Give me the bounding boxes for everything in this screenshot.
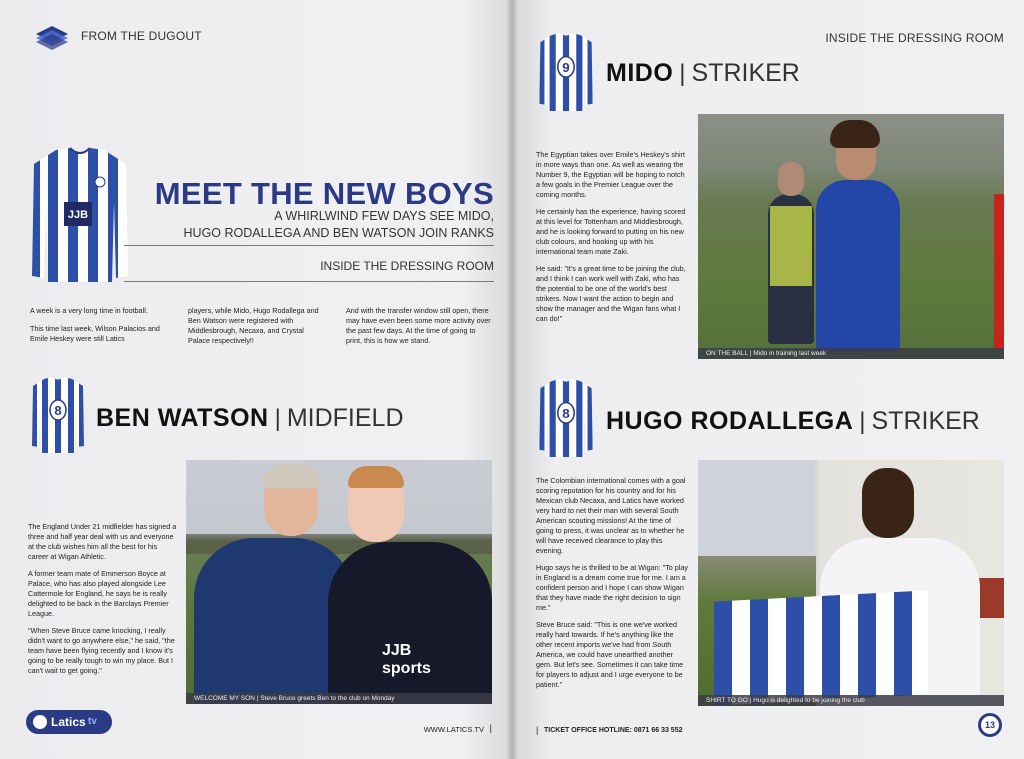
paragraph: Hugo says he is thrilled to be at Wigan: "To play in England is a dream come true for me. I am a confident person and I hope I can show Wigan that they have made the right decision to sign me." (536, 563, 688, 612)
separator: | (274, 405, 281, 432)
intro-text: This time last week, Wilson Palacios and Emile Heskey were still Latics (30, 324, 160, 343)
player-name: MIDO (606, 59, 674, 87)
intro-column-1 (30, 306, 172, 344)
person-jacket (328, 542, 492, 704)
photo-caption: SHIRT TO GO | Hugo is delighted to be joining the club (698, 695, 1004, 706)
shirt-number: 9 (562, 60, 570, 75)
section-header: INSIDE THE DRESSING ROOM (825, 31, 1004, 45)
paragraph: "When Steve Bruce came knocking, I really didn't want to go anywhere else," he said, "the team have been flying recently and I know it's going to be really tough to win my place. But I can't wait to get going." (28, 626, 175, 675)
latics-tv-logo[interactable] (26, 710, 112, 734)
jersey-icon (32, 146, 128, 284)
training-pole (994, 194, 1004, 349)
separator: | (859, 408, 866, 435)
player-article (536, 476, 688, 697)
person-hair (348, 466, 404, 488)
page-title: MEET THE NEW BOYS (154, 176, 494, 211)
jersey-sponsor: JJB (67, 209, 89, 221)
player-name: HUGO RODALLEGA (606, 407, 854, 435)
door-frame (976, 578, 1004, 618)
player-heading (96, 404, 404, 433)
brand-suffix: tv (88, 716, 97, 727)
player-heading (606, 59, 800, 88)
photo-ben-watson (186, 460, 492, 704)
person-hair (830, 120, 880, 148)
paragraph: The England Under 21 midfielder has signed a three and half year deal with us and everyone at the club wishes him all the best for his career at Wigan Athletic. (28, 522, 177, 561)
person-face (862, 468, 914, 538)
jersey-icon (32, 376, 84, 454)
divider (124, 281, 494, 282)
paragraph: The Colombian international comes with a goal scoring reputation for his country and for his Mexican club Necaxa, and Latics have worked very hard to net their man with several South American scouting missions! At the time of going to press, it was unclear as to whether he will have received clearance to play this evening. (536, 476, 686, 555)
player-position: STRIKER (871, 407, 980, 435)
photo-hugo (698, 460, 1004, 706)
page-number: 13 (978, 713, 1002, 737)
person-hair (262, 464, 320, 488)
section-header: FROM THE DUGOUT (81, 29, 202, 43)
brand-name: Latics (51, 715, 86, 729)
photo-caption: ON THE BALL | Mido in training last week (698, 348, 1004, 359)
paragraph: He said: "It's a great time to be joining the club, and I think I can work well with Zaki, who has the potential to be one of the world's best strikers. Now I want the action to begin and show the manager and the Wigan fans what I can do!" (536, 264, 686, 323)
right-page (512, 0, 1024, 759)
paragraph: The Egyptian takes over Emile's Heskey's shirt in more ways than one. As well as wearing the Number 9, the Egyptian will be hoping to notch a few goals in the Premier League over the coming months. (536, 150, 685, 199)
intro-text: A week is a very long time in football. (30, 306, 148, 315)
jersey-icon (538, 32, 594, 112)
footer-separator: | (536, 725, 539, 735)
training-bib (770, 206, 812, 286)
person-face (778, 162, 804, 196)
intro-column-3: And with the transfer window still open, there may have even been some more activity over the past few days. At the time of going to print, this is how we stand. (346, 306, 491, 345)
subtitle-line-1: A WHIRLWIND FEW DAYS SEE MIDO, (274, 209, 494, 223)
player-heading (606, 407, 980, 436)
player-shirt (816, 180, 900, 352)
player-name: BEN WATSON (96, 404, 269, 432)
paragraph: Steve Bruce said: "This is one we've worked really hard towards. If he's anything like the other recent imports we've had from South America, we could have unearthed another gem. But let's see. Sometimes it can take time for players to adjust and I urge everyone to be patient." (536, 620, 684, 689)
photo-mido (698, 114, 1004, 359)
separator: | (679, 60, 686, 87)
paragraph: He certainly has the experience, having scored at this level for Tottenham and Middlesbrough, and he is looking forward to putting on his new club colours, and hooking up with his international team mate Zaki. (536, 207, 686, 256)
divider (124, 245, 494, 246)
paragraph: A former team mate of Emmerson Boyce at Palace, who has also played alongside Lee Cattermole for England, he says he is really delighted to be back in the Barclays Premier League. (28, 569, 169, 618)
subtitle-line-2: HUGO RODALLEGA AND BEN WATSON JOIN RANKS (183, 226, 494, 240)
intro-column-2: players, while Mido, Hugo Rodallega and Ben Watson were registered with Middlesbrough, Necaxa, and Crystal Palace respectively!! (188, 306, 319, 345)
section-tag: INSIDE THE DRESSING ROOM (320, 259, 494, 273)
club-crest-icon (33, 715, 47, 729)
footer-url[interactable]: WWW.LATICS.TV (423, 725, 484, 734)
spine-shadow (506, 0, 518, 759)
club-logo-icon (32, 22, 72, 50)
player-article (28, 522, 178, 683)
ticket-hotline[interactable]: TICKET OFFICE HOTLINE: 0871 66 33 552 (544, 727, 683, 734)
shirt-number: 8 (54, 403, 62, 418)
photo-caption: WELCOME MY SON | Steve Bruce greets Ben to the club on Monday (186, 693, 492, 704)
held-jersey (714, 590, 928, 705)
player-position: MIDFIELD (286, 404, 404, 432)
player-position: STRIKER (691, 59, 800, 87)
shirt-number: 8 (562, 406, 570, 421)
player-article (536, 150, 688, 331)
jersey-icon (538, 378, 594, 458)
footer-separator: | (489, 723, 492, 733)
jersey-sponsor: JJB sports (382, 642, 431, 677)
